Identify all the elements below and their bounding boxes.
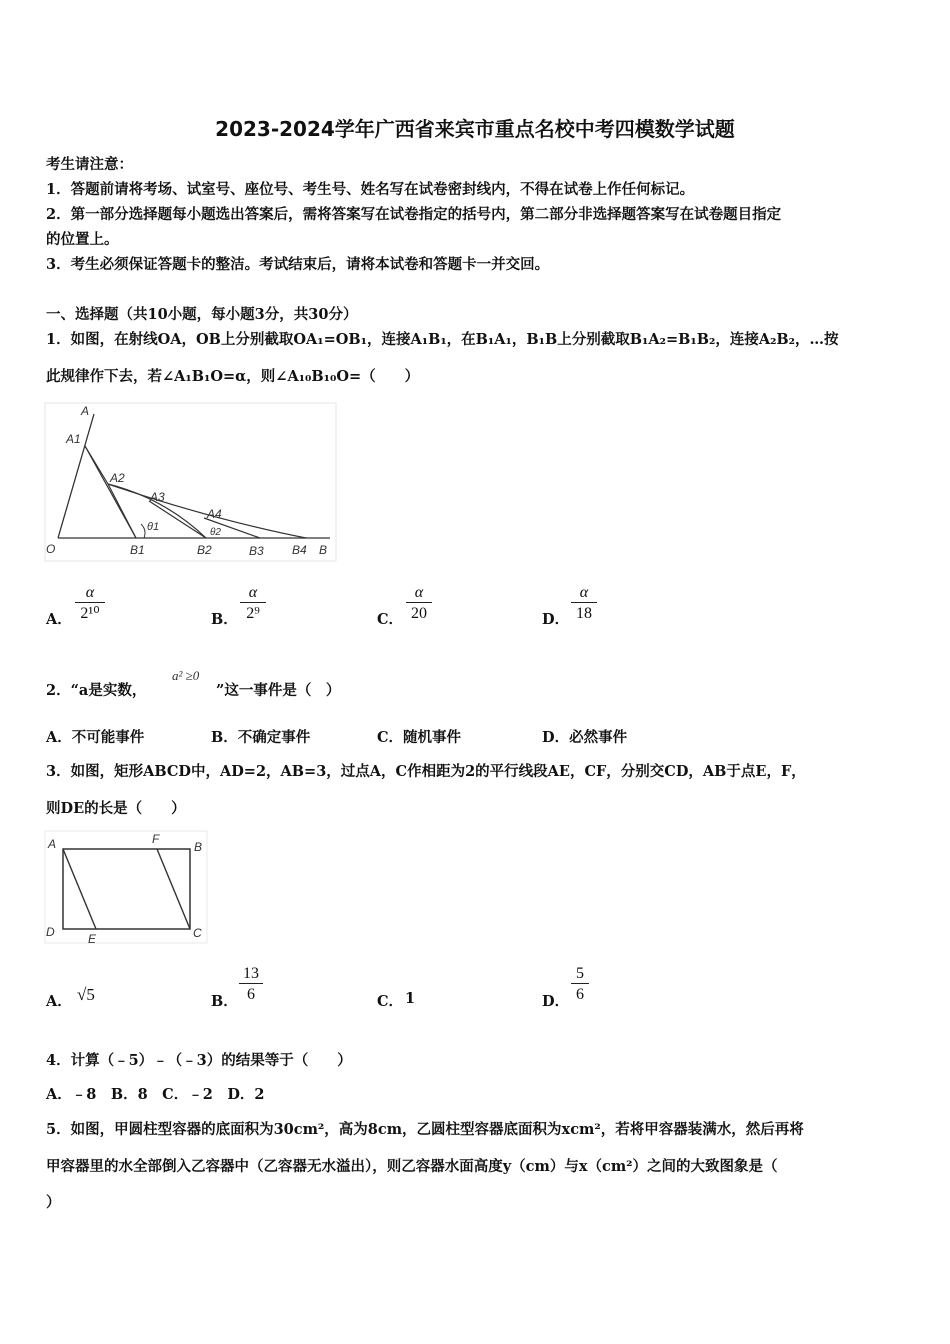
notice-item: 的位置上。: [46, 231, 119, 248]
q3-option-b-letter[interactable]: B．: [211, 993, 238, 1010]
fraction-numerator: 5: [571, 965, 589, 984]
label-E: E: [88, 932, 97, 946]
q3-option-c-value[interactable]: 1: [405, 990, 416, 1007]
label-O: O: [46, 542, 56, 556]
label-C: C: [193, 926, 202, 940]
label-theta1: θ1: [147, 521, 160, 533]
label-B1: B1: [130, 543, 145, 557]
q3-option-d-fraction[interactable]: [571, 965, 589, 1005]
q3-stem-line2: 则DE的长是（ ）: [46, 800, 186, 817]
q5-stem-line1: 5．如图，甲圆柱型容器的底面积为30cm²，高为8cm，乙圆柱型容器底面积为xcm²，若将甲容器装满水，然后再将: [46, 1121, 804, 1138]
label-A4: A4: [207, 507, 222, 521]
q2-option-c[interactable]: C．随机事件: [377, 729, 462, 746]
q1-option-c-letter[interactable]: C．: [377, 611, 404, 628]
q2-option-a[interactable]: A．不可能事件: [46, 729, 145, 746]
q1-option-a-letter[interactable]: A．: [46, 611, 72, 628]
q1-option-c-fraction[interactable]: [406, 584, 432, 624]
q3-option-a-letter[interactable]: A．: [46, 993, 72, 1010]
label-B4: B4: [292, 543, 307, 557]
q1-option-b-fraction[interactable]: [240, 584, 266, 624]
page-title: 2023-2024学年广西省来宾市重点名校中考四模数学试题: [215, 117, 735, 141]
fraction-numerator: α: [571, 584, 597, 603]
fraction-denominator: 2⁹: [246, 605, 260, 622]
fraction-denominator: 2¹⁰: [80, 605, 100, 622]
q3-option-b-fraction[interactable]: [239, 965, 263, 1005]
q1-option-d-letter[interactable]: D．: [542, 611, 570, 628]
fraction-denominator: 6: [576, 986, 584, 1003]
q3-option-d-letter[interactable]: D．: [542, 993, 570, 1010]
fraction-denominator: 18: [576, 605, 592, 622]
q5-stem-line3: ）: [46, 1194, 61, 1211]
fraction-numerator: α: [240, 584, 266, 603]
fraction-numerator: α: [406, 584, 432, 603]
label-B2: B2: [197, 543, 212, 557]
q5-stem-line2: 甲容器里的水全部倒入乙容器中（乙容器无水溢出），则乙容器水面高度y（cm）与x（cm²）之间的大致图象是（: [46, 1158, 778, 1175]
label-A2: A2: [110, 471, 125, 485]
q2-option-d[interactable]: D．必然事件: [542, 729, 628, 746]
q3-option-a-value[interactable]: √5: [77, 985, 95, 1004]
q1-option-d-fraction[interactable]: [571, 584, 597, 624]
q2-stem-prefix: 2．“a是实数，: [46, 682, 147, 699]
fraction-denominator: 20: [411, 605, 427, 622]
label-B: B: [319, 543, 328, 557]
notice-item: 3．考生必须保证答题卡的整洁。考试结束后，请将本试卷和答题卡一并交回。: [46, 256, 550, 273]
q3-figure: [44, 830, 210, 946]
label-A: A: [48, 837, 57, 851]
label-B3: B3: [249, 544, 264, 558]
q2-formula: a² ≥0: [172, 668, 200, 683]
q3-option-c-letter[interactable]: C．: [377, 993, 404, 1010]
q2-option-b[interactable]: B．不确定事件: [211, 729, 311, 746]
q1-option-a-fraction[interactable]: [75, 584, 105, 624]
label-D: D: [46, 925, 55, 939]
fraction-numerator: 13: [239, 965, 263, 984]
q2-stem-suffix: ”这一事件是（ ）: [216, 682, 341, 699]
q1-stem-line1: 1．如图，在射线OA，OB上分别截取OA₁=OB₁，连接A₁B₁，在B₁A₁，B₁B上分别截取B₁A₂=B₁B₂，连接A₂B₂，…按: [46, 331, 839, 348]
fraction-numerator: α: [75, 584, 105, 603]
notice-item: 2．第一部分选择题每小题选出答案后，需将答案写在试卷指定的括号内，第二部分非选择题答案写在试卷题目指定: [46, 206, 782, 223]
q1-stem-line2: 此规律作下去，若∠A₁B₁O=α，则∠A₁₀B₁₀O=（ ）: [46, 368, 420, 385]
label-B: B: [194, 840, 203, 854]
label-A1: A1: [66, 432, 81, 446]
q1-figure: [44, 402, 344, 564]
label-F: F: [152, 832, 160, 846]
q3-stem-line1: 3．如图，矩形ABCD中，AD=2，AB=3，过点A，C作相距为2的平行线段AE，CF，分别交CD，AB于点E，F，: [46, 763, 806, 780]
label-A: A: [81, 404, 90, 418]
q1-option-b-letter[interactable]: B．: [211, 611, 238, 628]
label-theta2: θ2: [210, 527, 221, 538]
q4-stem: 4．计算（﹣5）﹣（﹣3）的结果等于（ ）: [46, 1052, 352, 1069]
label-A3: A3: [150, 490, 165, 504]
q4-options[interactable]: A．﹣8 B．8 C．﹣2 D．2: [46, 1086, 265, 1103]
notice-heading: 考生请注意：: [46, 156, 133, 173]
section-heading: 一、选择题（共10小题，每小题3分，共30分）: [46, 306, 358, 323]
fraction-denominator: 6: [247, 986, 255, 1003]
notice-item: 1．答题前请将考场、试室号、座位号、考生号、姓名写在试卷密封线内，不得在试卷上作任何标记。: [46, 181, 695, 198]
